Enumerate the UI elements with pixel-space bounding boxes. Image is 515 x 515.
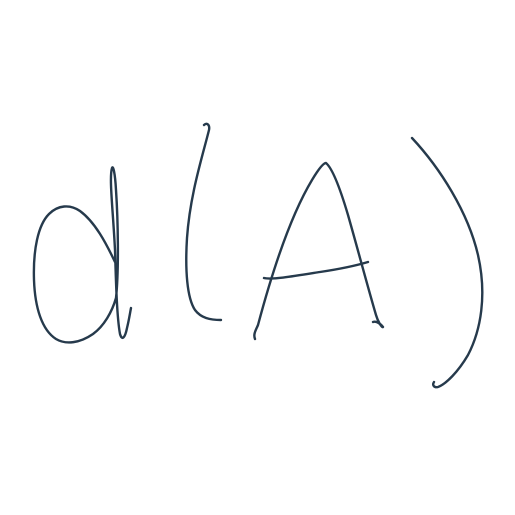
- glyph-d-stroke: [34, 167, 131, 342]
- glyph-A-left-right-stroke: [254, 163, 383, 339]
- glyph-A: [254, 163, 383, 339]
- glyph-close-paren-stroke: [412, 138, 482, 387]
- glyph-close-paren: [412, 138, 482, 387]
- glyph-open-paren: [186, 124, 221, 320]
- glyph-d: [34, 167, 131, 342]
- glyph-A-crossbar-stroke: [264, 262, 368, 279]
- glyph-open-paren-stroke: [186, 124, 221, 320]
